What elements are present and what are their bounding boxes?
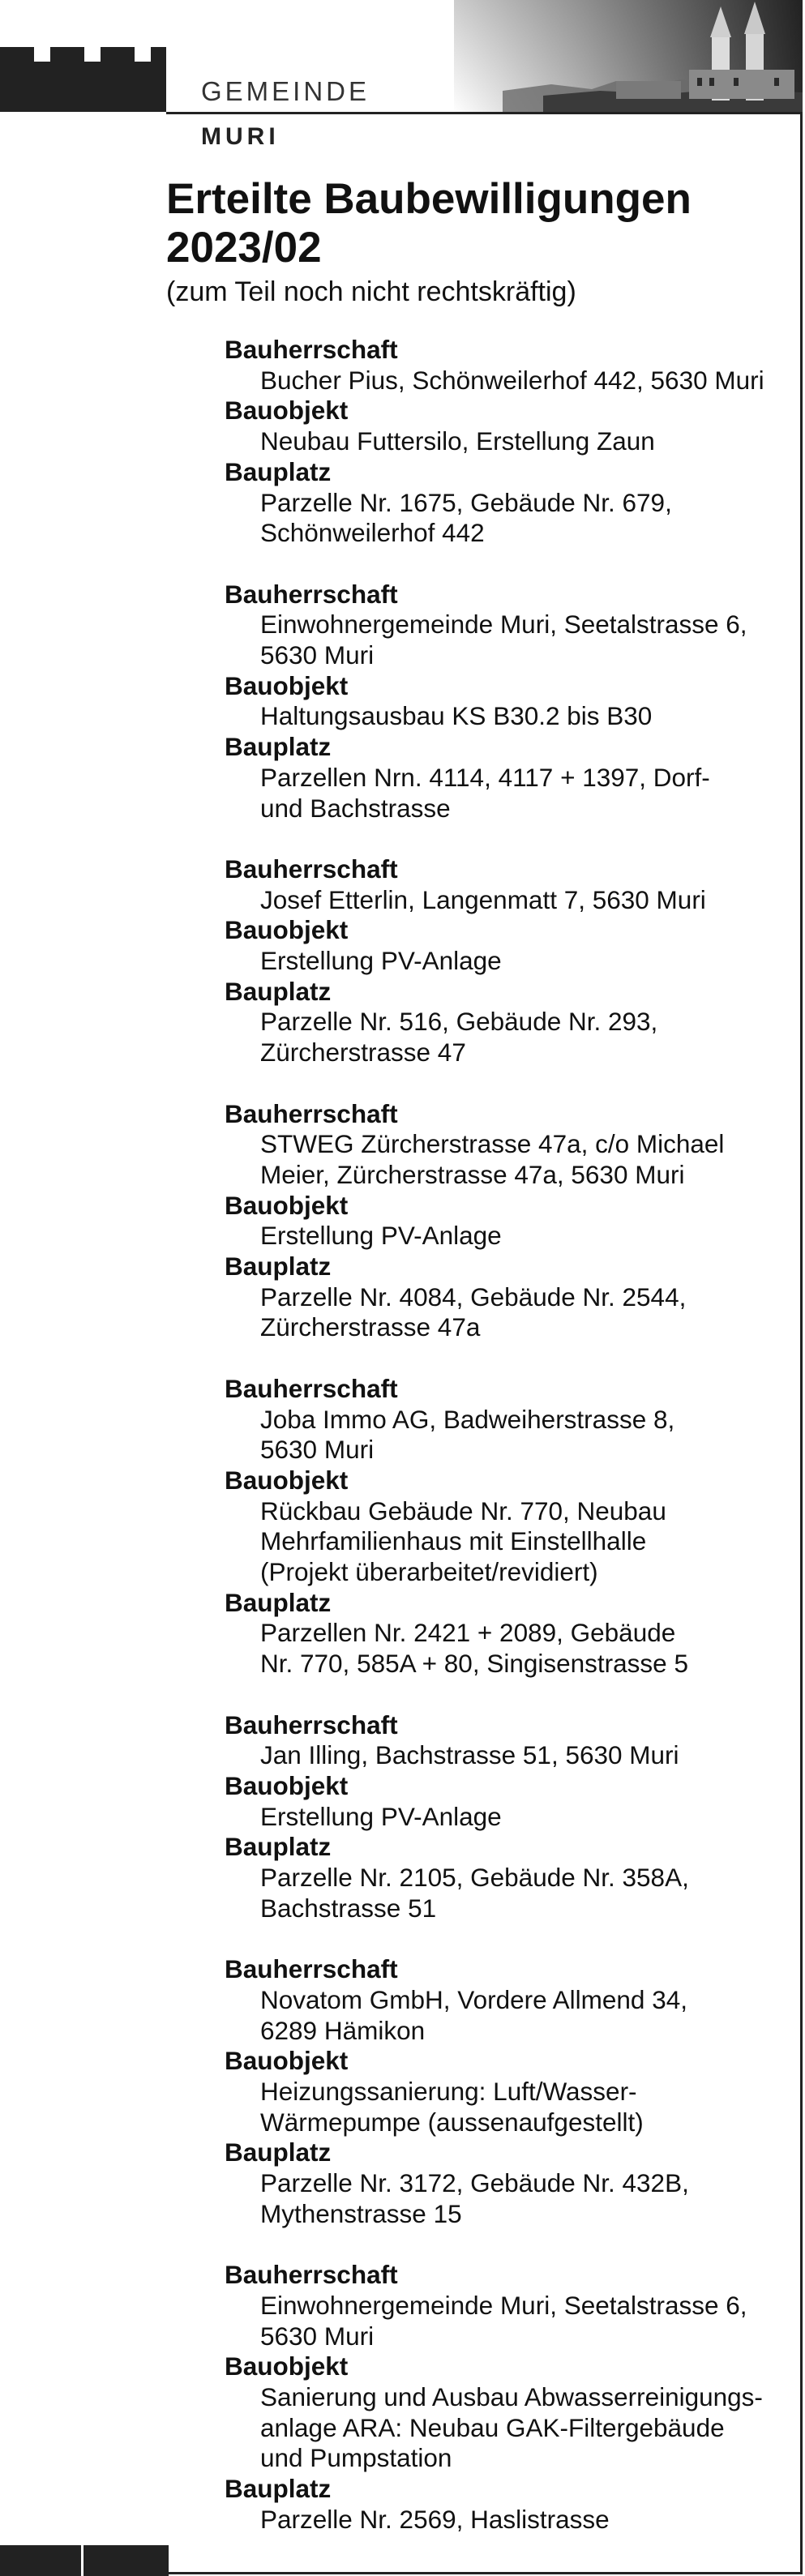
title-line-2: 2023/02	[166, 224, 322, 272]
value-site: Parzelle Nr. 1675, Gebäude Nr. 679,	[260, 487, 672, 517]
value-owner: Josef Etterlin, Langenmatt 7, 5630 Muri	[260, 884, 706, 914]
label-object: Bauobjekt	[225, 2351, 349, 2381]
value-site: Zürcherstrasse 47	[260, 1038, 466, 1068]
page-subtitle: (zum Teil noch nicht rechtskräftig)	[166, 276, 576, 307]
value-site: Parzelle Nr. 2569, Haslistrasse	[260, 2504, 610, 2534]
value-site: Parzelle Nr. 4084, Gebäude Nr. 2544,	[260, 1282, 687, 1312]
value-site: Schönweilerhof 442	[260, 518, 485, 548]
value-object: Heizungssanierung: Luft/Wasser-	[260, 2076, 637, 2106]
value-site: Nr. 770, 585A + 80, Singisenstrasse 5	[260, 1649, 688, 1679]
label-owner: Bauherrschaft	[225, 1098, 398, 1128]
label-site: Bauplatz	[225, 2474, 332, 2504]
value-owner: 6289 Hämikon	[260, 2015, 426, 2045]
value-owner: Bucher Pius, Schönweilerhof 442, 5630 Muri	[260, 365, 764, 395]
value-object: Wärmepumpe (aussenaufgestellt)	[260, 2107, 644, 2137]
label-object: Bauobjekt	[225, 2046, 349, 2076]
value-owner: Einwohnergemeinde Muri, Seetalstrasse 6,	[260, 610, 747, 640]
permit-entry	[225, 1374, 784, 1680]
value-object: Erstellung PV-Anlage	[260, 1801, 502, 1831]
footer-bar	[0, 2545, 169, 2576]
label-site: Bauplatz	[225, 976, 332, 1006]
value-object: Neubau Futtersilo, Erstellung Zaun	[260, 426, 655, 456]
value-object: Sanierung und Ausbau Abwasserreinigungs-	[260, 2382, 763, 2411]
value-owner: 5630 Muri	[260, 2321, 375, 2351]
municipality-crest	[0, 47, 166, 112]
label-owner: Bauherrschaft	[225, 1373, 398, 1403]
value-owner: Meier, Zürcherstrasse 47a, 5630 Muri	[260, 1159, 685, 1189]
value-object: und Pumpstation	[260, 2443, 452, 2473]
permit-entry	[225, 1710, 784, 1924]
value-object: anlage ARA: Neubau GAK-Filtergebäude	[260, 2412, 725, 2442]
value-owner: Joba Immo AG, Badweiherstrasse 8,	[260, 1404, 675, 1434]
permit-entry	[225, 1099, 784, 1344]
value-site: Zürcherstrasse 47a	[260, 1312, 481, 1342]
value-owner: 5630 Muri	[260, 640, 375, 670]
brand-line-2: MURI	[201, 123, 280, 150]
label-object: Bauobjekt	[225, 1770, 349, 1800]
monastery-image	[454, 0, 803, 113]
value-object: Erstellung PV-Anlage	[260, 946, 502, 976]
value-site: Parzellen Nr. 2421 + 2089, Gebäude	[260, 1618, 676, 1648]
label-site: Bauplatz	[225, 732, 332, 762]
permit-entry	[225, 1954, 784, 2229]
title-line-1: Erteilte Baubewilligungen	[166, 175, 692, 223]
value-site: Parzelle Nr. 516, Gebäude Nr. 293,	[260, 1007, 658, 1037]
header-divider	[166, 112, 803, 114]
brand-line-1: GEMEINDE	[201, 76, 370, 106]
label-object: Bauobjekt	[225, 1465, 349, 1495]
permit-entry	[225, 2260, 784, 2535]
label-object: Bauobjekt	[225, 396, 349, 426]
footer-notch	[81, 2545, 83, 2576]
label-object: Bauobjekt	[225, 670, 349, 700]
value-object: Erstellung PV-Anlage	[260, 1221, 502, 1251]
value-owner: Einwohnergemeinde Muri, Seetalstrasse 6,	[260, 2290, 747, 2320]
value-site: Bachstrasse 51	[260, 1893, 437, 1923]
label-owner: Bauherrschaft	[225, 335, 398, 364]
value-site: Parzelle Nr. 3172, Gebäude Nr. 432B,	[260, 2168, 689, 2198]
label-object: Bauobjekt	[225, 1190, 349, 1220]
permit-entry	[225, 854, 784, 1068]
label-object: Bauobjekt	[225, 915, 349, 945]
value-owner: Novatom GmbH, Vordere Allmend 34,	[260, 1984, 687, 2014]
value-owner: Jan Illing, Bachstrasse 51, 5630 Muri	[260, 1740, 679, 1770]
value-object: Haltungsausbau KS B30.2 bis B30	[260, 701, 653, 731]
value-owner: 5630 Muri	[260, 1435, 375, 1465]
value-site: Parzelle Nr. 2105, Gebäude Nr. 358A,	[260, 1863, 689, 1893]
permit-entry	[225, 580, 784, 824]
value-site: und Bachstrasse	[260, 793, 451, 823]
label-owner: Bauherrschaft	[225, 854, 398, 884]
value-object: Mehrfamilienhaus mit Einstellhalle	[260, 1526, 647, 1556]
page-title	[166, 175, 782, 272]
label-owner: Bauherrschaft	[225, 1709, 398, 1739]
value-site: Mythenstrasse 15	[260, 2198, 462, 2228]
header-photo	[454, 0, 803, 113]
label-site: Bauplatz	[225, 456, 332, 486]
label-site: Bauplatz	[225, 1587, 332, 1617]
label-site: Bauplatz	[225, 1832, 332, 1862]
value-object: (Projekt überarbeitet/revidiert)	[260, 1557, 598, 1587]
value-site: Parzellen Nrn. 4114, 4117 + 1397, Dorf-	[260, 762, 710, 792]
permit-list	[225, 335, 784, 2565]
label-owner: Bauherrschaft	[225, 1954, 398, 1984]
value-object: Rückbau Gebäude Nr. 770, Neubau	[260, 1496, 666, 1525]
value-owner: STWEG Zürcherstrasse 47a, c/o Michael	[260, 1129, 725, 1159]
label-owner: Bauherrschaft	[225, 2260, 398, 2290]
label-owner: Bauherrschaft	[225, 579, 398, 609]
label-site: Bauplatz	[225, 1252, 332, 1282]
permit-entry	[225, 335, 784, 549]
label-site: Bauplatz	[225, 2137, 332, 2167]
